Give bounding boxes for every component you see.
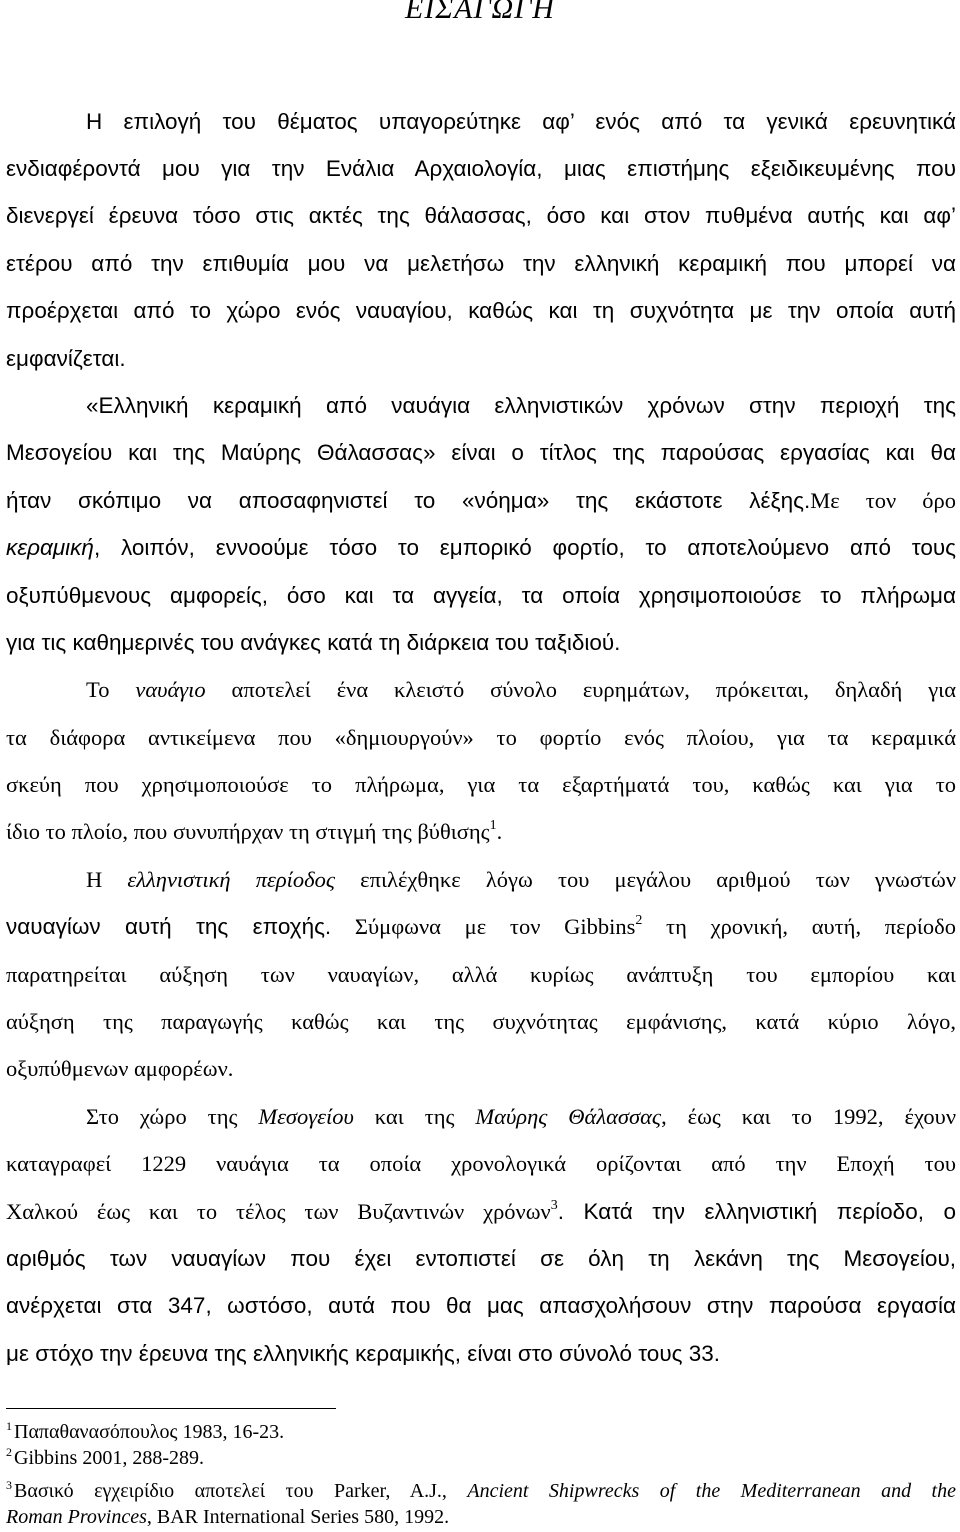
footnote-3-line-2 <box>6 1505 956 1529</box>
term-ellinistiki-periodos: ελληνιστική περίοδος <box>127 867 335 892</box>
paragraph-3-line-4-text: ίδιο το πλοίο, που συνυπήρχαν τη στιγμή της βύθισης <box>6 819 490 844</box>
footnote-1-text: Παπαθανασόπουλος 1983, 16-23. <box>14 1421 285 1443</box>
footnote-3-book-title: Ancient Shipwrecks of the Mediterranean and the <box>467 1480 956 1502</box>
paragraph-5-line-1-e: , έως και το 1992, έχουν <box>661 1104 956 1129</box>
footnote-3-line-1 <box>6 1479 956 1503</box>
paragraph-3-line-4 <box>6 808 956 855</box>
paragraph-4-line-4: αύξηση της παραγωγής καθώς και της συχνότητας εμφάνισης, κατά κύριο λόγο, <box>6 1009 956 1034</box>
paragraph-2-line-1: «Ελληνική κεραμική από ναυάγια ελληνιστικών χρόνων στην περιοχή της <box>86 393 956 418</box>
paragraph-2-line-2: Μεσογείου και της Μαύρης Θάλασσας» είναι ο τίτλος της παρούσας εργασίας και θα <box>6 440 956 465</box>
paragraph-5-line-6: με στόχο την έρευνα της ελληνικής κεραμικής, είναι στο σύνολό τους 33. <box>6 1341 721 1366</box>
paragraph-5-line-2: καταγραφεί 1229 ναυάγια τα οποία χρονολογικά ορίζονται από την Εποχή του <box>6 1151 956 1176</box>
paragraph-1-line-1: Η επιλογή του θέματος υπαγορεύτηκε αφ’ ενός από τα γενικά ερευνητικά <box>86 109 956 134</box>
term-nauagio: ναυάγιο <box>135 677 206 702</box>
paragraph-4-line-2-mid: Σύμφωνα με τον Gibbins <box>331 914 636 939</box>
footnote-2-number: 2 <box>6 1445 12 1459</box>
paragraph-1-line-4: ετέρου από την επιθυμία μου να μελετήσω την ελληνική κεραμική που μπορεί να <box>6 251 956 276</box>
footnote-1 <box>6 1420 956 1444</box>
paragraph-3-line-4-end: . <box>496 819 503 844</box>
paragraph-5-line-4: αριθμός των ναυαγίων που έχει εντοπιστεί σε όλη τη λεκάνη της Μεσογείου, <box>6 1246 956 1271</box>
footnote-3-text-a: Βασικό εγχειρίδιο αποτελεί του Parker, A.J., <box>14 1480 468 1502</box>
paragraph-2-line-6: για τις καθημερινές του ανάγκες κατά τη διάρκεια του ταξιδιού. <box>6 630 621 655</box>
footnote-3-text-b: , BAR International Series 580, 1992. <box>146 1506 450 1528</box>
footnote-1-number: 1 <box>6 1419 12 1433</box>
paragraph-5-line-3-b: . Κατά την ελληνιστική περίοδο, ο <box>557 1199 956 1224</box>
paragraph-2-line-3 <box>6 477 956 524</box>
page-title: ΕΙΣΑΓΩΓΗ <box>405 0 555 25</box>
paragraph-5-line-3 <box>6 1188 956 1235</box>
term-mauri-thalassa: Μαύρης Θάλασσας <box>475 1104 662 1129</box>
paragraph-5-line-1 <box>6 1093 956 1140</box>
paragraph-4-line-1 <box>6 856 956 903</box>
footnote-3-number: 3 <box>6 1478 12 1492</box>
paragraph-2-line-3-text: ήταν σκόπιμο να αποσαφηνιστεί το «νόημα» της εκάστοτε λέξης. <box>6 488 811 513</box>
paragraph-4-line-2-end: τη χρονική, αυτή, περίοδο <box>642 914 956 939</box>
footnote-ref-2[interactable]: 2 <box>635 913 643 928</box>
footnote-ref-1[interactable]: 1 <box>489 818 497 833</box>
paragraph-4-line-2 <box>6 903 956 950</box>
paragraph-2-line-4 <box>6 524 956 571</box>
paragraph-4-line-2-start: ναυαγίων αυτή της εποχής. <box>6 914 332 939</box>
footnote-3-book-title-cont: Roman Provinces <box>6 1506 147 1528</box>
paragraph-4-line-1-text: επιλέχθηκε λόγω του μεγάλου αριθμού των γνωστών <box>335 867 957 892</box>
paragraph-5-line-1-a: Στο χώρο της <box>86 1104 259 1129</box>
paragraph-1-line-3: διενεργεί έρευνα τόσο στις ακτές της θάλασσας, όσο και στον πυθμένα αυτής και αφ’ <box>6 203 956 228</box>
footnote-ref-3[interactable]: 3 <box>550 1198 558 1213</box>
paragraph-5-line-5: ανέρχεται στα 347, ωστόσο, αυτά που θα μας απασχολήσουν στην παρούσα εργασία <box>6 1293 956 1318</box>
paragraph-4-line-1-start: Η <box>86 867 128 892</box>
paragraph-1-line-6: εμφανίζεται. <box>6 346 126 371</box>
paragraph-3-line-3: σκεύη που χρησιμοποιούσε το πλήρωμα, για τα εξαρτήματά του, καθώς και για το <box>6 772 956 797</box>
paragraph-4-line-3: παρατηρείται αύξηση των ναυαγίων, αλλά κυρίως ανάπτυξη του εμπορίου και <box>6 962 956 987</box>
paragraph-3-line-2: τα διάφορα αντικείμενα που «δημιουργούν» το φορτίο ενός πλοίου, για τα κεραμικά <box>6 725 956 750</box>
paragraph-3-line-1-text: αποτελεί ένα κλειστό σύνολο ευρημάτων, πρόκειται, δηλαδή για <box>205 677 956 702</box>
paragraph-5-line-3-a: Χαλκού έως και το τέλος των Βυζαντινών χρόνων <box>6 1199 551 1224</box>
paragraph-2-line-4-text: , λοιπόν, εννοούμε τόσο το εμπορικό φορτίο, το αποτελούμενο από τους <box>93 535 956 560</box>
term-keramiki: κεραμική <box>6 535 94 560</box>
paragraph-2-line-3-end: Με τον όρο <box>810 488 957 513</box>
paragraph-3-line-1 <box>6 666 956 713</box>
term-mesogeios: Μεσογείου <box>258 1104 354 1129</box>
paragraph-1-line-2: ενδιαφέροντά μου για την Ενάλια Αρχαιολογία, μιας επιστήμης εξειδικευμένης που <box>6 156 956 181</box>
paragraph-3-line-1-start: Το <box>86 677 136 702</box>
paragraph-1-line-5: προέρχεται από το χώρο ενός ναυαγίου, καθώς και τη συχνότητα με την οποία αυτή <box>6 298 956 323</box>
footnote-divider <box>6 1408 336 1409</box>
paragraph-4-line-5: οξυπύθμενων αμφορέων. <box>6 1056 234 1081</box>
footnote-2 <box>6 1446 956 1470</box>
footnote-2-text: Gibbins 2001, 288-289. <box>14 1447 204 1469</box>
paragraph-2-line-5: οξυπύθμενους αμφορείς, όσο και τα αγγεία, τα οποία χρησιμοποιούσε το πλήρωμα <box>6 583 956 608</box>
paragraph-5-line-1-c: και της <box>353 1104 476 1129</box>
